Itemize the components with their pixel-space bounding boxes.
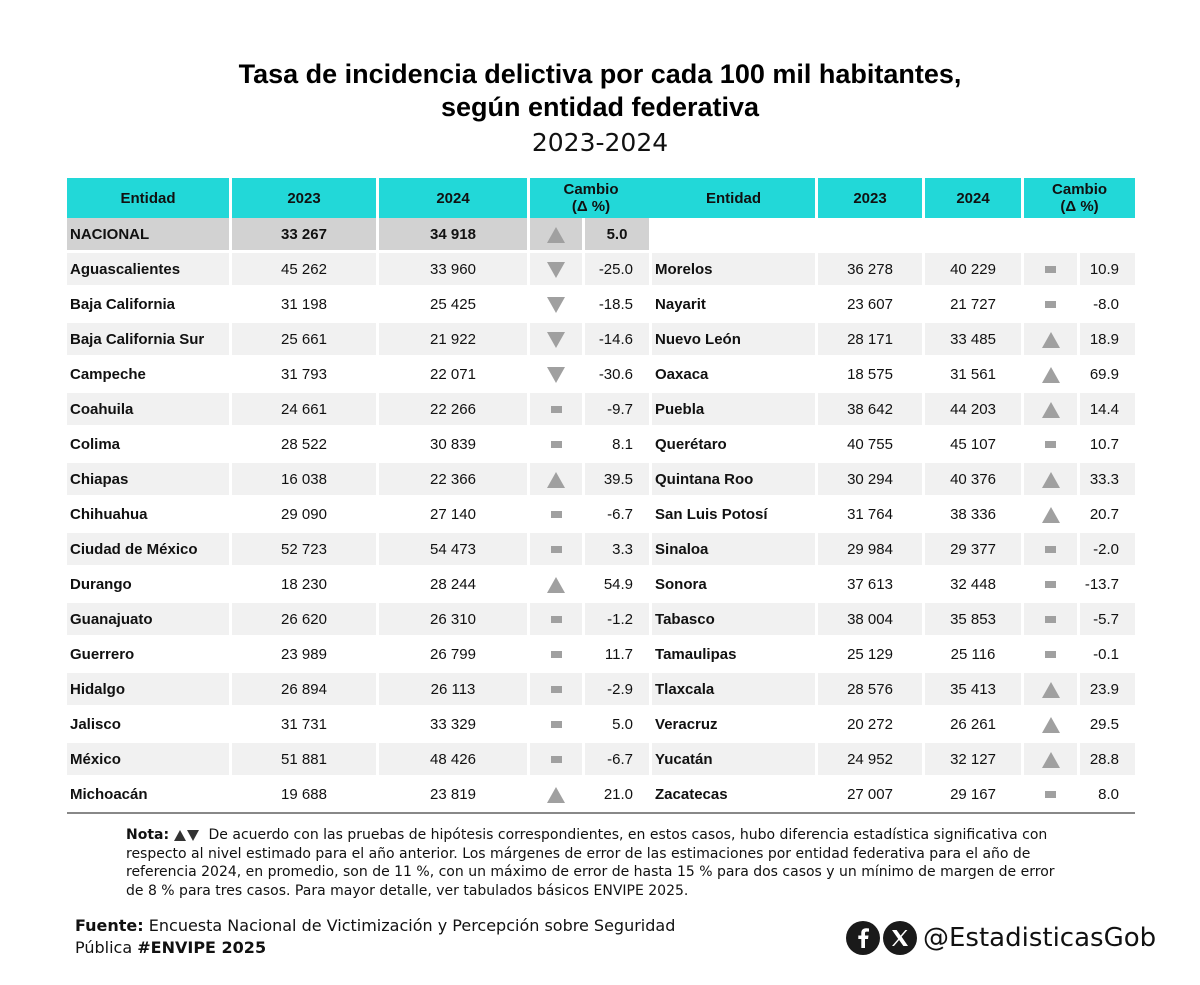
no-change-icon <box>551 546 562 553</box>
header-cambio-left-l1: Cambio <box>563 181 619 198</box>
change-indicator <box>1024 638 1080 673</box>
up-triangle-icon <box>1042 752 1060 768</box>
entity-name: Chihuahua <box>67 498 232 533</box>
table-row <box>67 393 1135 428</box>
value-2023: 28 576 <box>818 673 925 708</box>
header-2024-left: 2024 <box>379 178 530 218</box>
chart-title: Tasa de incidencia delictiva por cada 100 mil habitantes, <box>238 59 962 89</box>
entity-name: Michoacán <box>67 778 232 813</box>
value-2023: 24 661 <box>232 393 379 428</box>
value-2023: 29 090 <box>232 498 379 533</box>
value-2024: 38 336 <box>925 498 1024 533</box>
down-triangle-icon <box>187 830 199 841</box>
change-indicator <box>1024 743 1080 778</box>
value-2023: 40 755 <box>818 428 925 463</box>
value-2023: 51 881 <box>232 743 379 778</box>
change-indicator <box>530 638 585 673</box>
header-entidad-right: Entidad <box>652 178 818 218</box>
x-twitter-icon[interactable] <box>883 921 917 955</box>
chart-title-line2: según entidad federativa <box>440 92 760 122</box>
value-2024: 25 116 <box>925 638 1024 673</box>
value-2023: 24 952 <box>818 743 925 778</box>
value-2023: 45 262 <box>232 253 379 288</box>
value-2024: 22 366 <box>379 463 530 498</box>
table-row <box>67 568 1135 603</box>
table-row-nacional <box>67 218 1135 253</box>
header-cambio-left <box>530 178 652 218</box>
header-2023-left: 2023 <box>232 178 379 218</box>
value-2024: 40 376 <box>925 463 1024 498</box>
nacional-change: 5.0 <box>585 218 652 253</box>
table-row <box>67 358 1135 393</box>
change-value: 28.8 <box>1080 743 1135 778</box>
chart-subtitle-years: 2023-2024 <box>531 128 669 157</box>
table-row <box>67 288 1135 323</box>
change-indicator <box>530 253 585 288</box>
nacional-2023: 33 267 <box>232 218 379 253</box>
no-change-icon <box>551 441 562 448</box>
header-entidad-left: Entidad <box>67 178 232 218</box>
up-triangle-icon <box>547 577 565 593</box>
change-indicator <box>1024 358 1080 393</box>
entity-name: Puebla <box>652 393 818 428</box>
change-value: 11.7 <box>585 638 652 673</box>
value-2023: 18 230 <box>232 568 379 603</box>
entity-name: Jalisco <box>67 708 232 743</box>
value-2024: 22 071 <box>379 358 530 393</box>
entity-name: Colima <box>67 428 232 463</box>
no-change-icon <box>551 686 562 693</box>
value-2023: 18 575 <box>818 358 925 393</box>
value-2023: 19 688 <box>232 778 379 813</box>
down-triangle-icon <box>547 367 565 383</box>
table-row <box>67 708 1135 743</box>
entity-name: Quintana Roo <box>652 463 818 498</box>
table-row <box>67 673 1135 708</box>
entity-name: Baja California <box>67 288 232 323</box>
value-2024: 29 377 <box>925 533 1024 568</box>
change-value: -13.7 <box>1080 568 1135 603</box>
value-2023: 16 038 <box>232 463 379 498</box>
up-triangle-icon <box>1042 717 1060 733</box>
value-2023: 38 004 <box>818 603 925 638</box>
source <box>75 915 715 959</box>
change-indicator <box>1024 603 1080 638</box>
up-triangle-icon <box>547 472 565 488</box>
social-handle[interactable]: @EstadisticasGob <box>923 923 1157 953</box>
value-2024: 28 244 <box>379 568 530 603</box>
change-indicator <box>530 568 585 603</box>
change-value: -18.5 <box>585 288 652 323</box>
change-indicator <box>1024 778 1080 813</box>
up-triangle-icon <box>1042 682 1060 698</box>
no-change-icon <box>551 651 562 658</box>
change-value: 18.9 <box>1080 323 1135 358</box>
change-value: 10.7 <box>1080 428 1135 463</box>
change-value: 10.9 <box>1080 253 1135 288</box>
header-cambio-left-l2: (Δ %) <box>571 198 611 215</box>
change-indicator <box>1024 428 1080 463</box>
no-change-icon <box>551 756 562 763</box>
value-2024: 30 839 <box>379 428 530 463</box>
value-2024: 44 203 <box>925 393 1024 428</box>
header-cambio-right <box>1024 178 1135 218</box>
value-2023: 25 661 <box>232 323 379 358</box>
change-indicator <box>1024 463 1080 498</box>
social-block <box>846 920 1156 956</box>
entity-name: Hidalgo <box>67 673 232 708</box>
entity-name: Campeche <box>67 358 232 393</box>
change-indicator <box>530 463 585 498</box>
up-triangle-icon <box>174 830 186 841</box>
change-value: -5.7 <box>1080 603 1135 638</box>
change-value: -9.7 <box>585 393 652 428</box>
entity-name: Veracruz <box>652 708 818 743</box>
value-2024: 32 127 <box>925 743 1024 778</box>
header-2024-right: 2024 <box>925 178 1024 218</box>
up-triangle-icon <box>547 227 565 243</box>
value-2024: 27 140 <box>379 498 530 533</box>
incidence-table <box>67 178 1135 813</box>
entity-name: Sonora <box>652 568 818 603</box>
entity-name: Sinaloa <box>652 533 818 568</box>
nacional-2024: 34 918 <box>379 218 530 253</box>
change-value: 39.5 <box>585 463 652 498</box>
down-triangle-icon <box>547 262 565 278</box>
entity-name: San Luis Potosí <box>652 498 818 533</box>
table-body <box>67 218 1135 813</box>
change-indicator <box>530 288 585 323</box>
change-indicator <box>530 498 585 533</box>
no-change-icon <box>1045 546 1056 553</box>
note-label: Nota: <box>126 827 170 843</box>
change-value: -8.0 <box>1080 288 1135 323</box>
value-2023: 31 764 <box>818 498 925 533</box>
chart-title-block <box>0 58 1200 160</box>
header-2023-right: 2023 <box>818 178 925 218</box>
no-change-icon <box>1045 616 1056 623</box>
nacional-indicator <box>530 218 585 253</box>
table-row <box>67 603 1135 638</box>
change-value: 5.0 <box>585 708 652 743</box>
change-value: 21.0 <box>585 778 652 813</box>
table-row <box>67 743 1135 778</box>
value-2023: 23 607 <box>818 288 925 323</box>
up-triangle-icon <box>547 787 565 803</box>
header-cambio-right-l1: Cambio <box>1052 181 1108 198</box>
change-indicator <box>530 708 585 743</box>
up-triangle-icon <box>1042 367 1060 383</box>
no-change-icon <box>1045 441 1056 448</box>
change-indicator <box>1024 533 1080 568</box>
change-indicator <box>1024 673 1080 708</box>
change-indicator <box>530 428 585 463</box>
entity-name: Oaxaca <box>652 358 818 393</box>
change-indicator <box>1024 253 1080 288</box>
value-2024: 26 113 <box>379 673 530 708</box>
entity-name: Guerrero <box>67 638 232 673</box>
no-change-icon <box>1045 301 1056 308</box>
change-value: -0.1 <box>1080 638 1135 673</box>
value-2024: 33 960 <box>379 253 530 288</box>
change-value: 3.3 <box>585 533 652 568</box>
facebook-icon[interactable] <box>846 921 880 955</box>
value-2024: 33 485 <box>925 323 1024 358</box>
no-change-icon <box>1045 581 1056 588</box>
header-cambio-right-l2: (Δ %) <box>1060 198 1099 215</box>
value-2023: 31 731 <box>232 708 379 743</box>
nacional-name: NACIONAL <box>67 218 232 253</box>
entity-name: México <box>67 743 232 778</box>
change-value: 20.7 <box>1080 498 1135 533</box>
value-2024: 26 799 <box>379 638 530 673</box>
entity-name: Tlaxcala <box>652 673 818 708</box>
change-indicator <box>1024 323 1080 358</box>
up-triangle-icon <box>1042 402 1060 418</box>
source-text: Encuesta Nacional de Victimización y Percepción sobre Seguridad Pública <box>75 916 676 957</box>
value-2024: 23 819 <box>379 778 530 813</box>
value-2023: 36 278 <box>818 253 925 288</box>
change-value: 33.3 <box>1080 463 1135 498</box>
value-2023: 31 198 <box>232 288 379 323</box>
entity-name: Ciudad de México <box>67 533 232 568</box>
value-2024: 22 266 <box>379 393 530 428</box>
entity-name: Chiapas <box>67 463 232 498</box>
entity-name: Nuevo León <box>652 323 818 358</box>
up-triangle-icon <box>1042 472 1060 488</box>
table-row <box>67 498 1135 533</box>
down-triangle-icon <box>547 332 565 348</box>
change-value: -2.0 <box>1080 533 1135 568</box>
entity-name: Yucatán <box>652 743 818 778</box>
table-row <box>67 463 1135 498</box>
value-2023: 28 171 <box>818 323 925 358</box>
no-change-icon <box>551 511 562 518</box>
table-header-row <box>67 178 1135 218</box>
change-value: -2.9 <box>585 673 652 708</box>
value-2024: 48 426 <box>379 743 530 778</box>
change-value: 23.9 <box>1080 673 1135 708</box>
no-change-icon <box>551 721 562 728</box>
value-2023: 31 793 <box>232 358 379 393</box>
value-2023: 23 989 <box>232 638 379 673</box>
change-indicator <box>1024 568 1080 603</box>
change-value: -25.0 <box>585 253 652 288</box>
change-indicator <box>1024 393 1080 428</box>
entity-name: Durango <box>67 568 232 603</box>
entity-name: Zacatecas <box>652 778 818 813</box>
change-value: -14.6 <box>585 323 652 358</box>
note <box>126 826 1066 900</box>
up-triangle-icon <box>1042 507 1060 523</box>
down-triangle-icon <box>547 297 565 313</box>
change-value: 54.9 <box>585 568 652 603</box>
change-indicator <box>1024 708 1080 743</box>
change-value: -1.2 <box>585 603 652 638</box>
value-2024: 31 561 <box>925 358 1024 393</box>
entity-name: Nayarit <box>652 288 818 323</box>
change-value: 69.9 <box>1080 358 1135 393</box>
change-value: 14.4 <box>1080 393 1135 428</box>
no-change-icon <box>1045 651 1056 658</box>
source-label: Fuente: <box>75 916 144 935</box>
table-row <box>67 323 1135 358</box>
value-2023: 52 723 <box>232 533 379 568</box>
value-2023: 25 129 <box>818 638 925 673</box>
entity-name: Baja California Sur <box>67 323 232 358</box>
value-2024: 25 425 <box>379 288 530 323</box>
value-2024: 35 413 <box>925 673 1024 708</box>
entity-name: Guanajuato <box>67 603 232 638</box>
change-value: -30.6 <box>585 358 652 393</box>
table-row <box>67 253 1135 288</box>
value-2023: 37 613 <box>818 568 925 603</box>
no-change-icon <box>551 406 562 413</box>
nacional-blank <box>652 218 1135 253</box>
value-2024: 21 727 <box>925 288 1024 323</box>
change-indicator <box>530 323 585 358</box>
table-row <box>67 428 1135 463</box>
value-2024: 33 329 <box>379 708 530 743</box>
entity-name: Querétaro <box>652 428 818 463</box>
change-indicator <box>530 533 585 568</box>
entity-name: Aguascalientes <box>67 253 232 288</box>
value-2024: 29 167 <box>925 778 1024 813</box>
entity-name: Coahuila <box>67 393 232 428</box>
change-indicator <box>530 603 585 638</box>
up-triangle-icon <box>1042 332 1060 348</box>
change-indicator <box>1024 288 1080 323</box>
value-2023: 27 007 <box>818 778 925 813</box>
source-hashtag: #ENVIPE 2025 <box>137 938 267 957</box>
table-bottom-rule <box>67 812 1135 814</box>
change-value: 8.0 <box>1080 778 1135 813</box>
change-value: -6.7 <box>585 498 652 533</box>
value-2023: 29 984 <box>818 533 925 568</box>
value-2024: 26 261 <box>925 708 1024 743</box>
change-value: 8.1 <box>585 428 652 463</box>
value-2023: 26 894 <box>232 673 379 708</box>
note-text: De acuerdo con las pruebas de hipótesis correspondientes, en estos casos, hubo diferencia estadística significativa con respecto al nivel estimado para el año anterior. Los márgenes de error de las estimaciones por entidad federativa para el año de referencia 2024, en promedio, son de 11 %, con un máximo de error de hasta 15 % para dos casos y un mínimo de margen de error de 8 % para tres casos. Para mayor detalle, ver tabulados básicos ENVIPE 2025. <box>126 827 1055 899</box>
no-change-icon <box>551 616 562 623</box>
entity-name: Tabasco <box>652 603 818 638</box>
table-row <box>67 638 1135 673</box>
entity-name: Morelos <box>652 253 818 288</box>
value-2024: 40 229 <box>925 253 1024 288</box>
value-2023: 20 272 <box>818 708 925 743</box>
value-2024: 21 922 <box>379 323 530 358</box>
change-value: 29.5 <box>1080 708 1135 743</box>
change-indicator <box>530 358 585 393</box>
no-change-icon <box>1045 266 1056 273</box>
value-2023: 26 620 <box>232 603 379 638</box>
change-indicator <box>1024 498 1080 533</box>
change-indicator <box>530 673 585 708</box>
value-2024: 35 853 <box>925 603 1024 638</box>
change-indicator <box>530 743 585 778</box>
entity-name: Tamaulipas <box>652 638 818 673</box>
value-2023: 30 294 <box>818 463 925 498</box>
table-row <box>67 533 1135 568</box>
value-2024: 45 107 <box>925 428 1024 463</box>
no-change-icon <box>1045 791 1056 798</box>
value-2024: 32 448 <box>925 568 1024 603</box>
value-2024: 54 473 <box>379 533 530 568</box>
table-row <box>67 778 1135 813</box>
value-2023: 38 642 <box>818 393 925 428</box>
value-2024: 26 310 <box>379 603 530 638</box>
change-indicator <box>530 778 585 813</box>
change-indicator <box>530 393 585 428</box>
change-value: -6.7 <box>585 743 652 778</box>
value-2023: 28 522 <box>232 428 379 463</box>
